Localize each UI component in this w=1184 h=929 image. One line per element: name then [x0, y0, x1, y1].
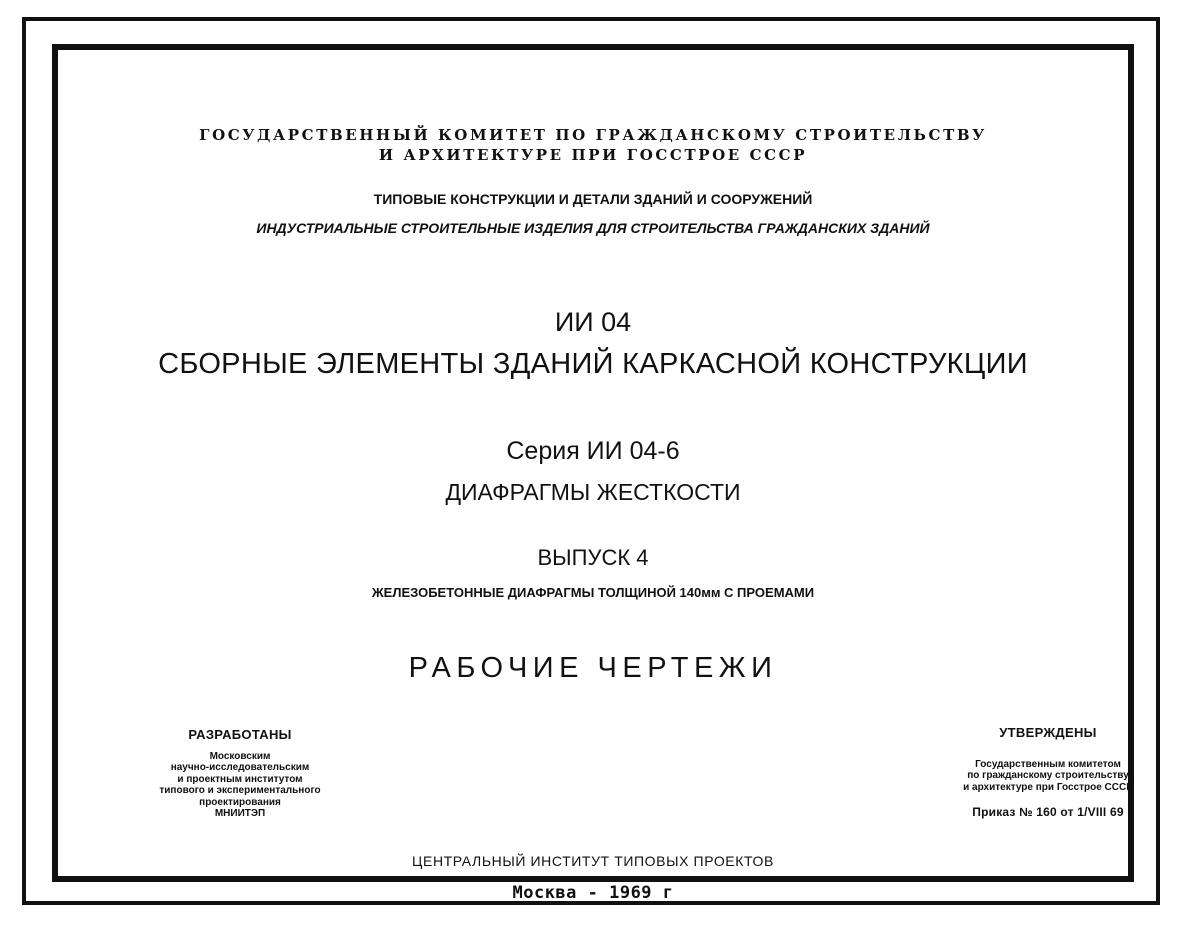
issue-description: ЖЕЛЕЗОБЕТОННЫЕ ДИАФРАГМЫ ТОЛЩИНОЙ 140мм С ПРОЕМАМИ [371, 585, 815, 600]
approved-heading: УТВЕРЖДЕНЫ [999, 725, 1097, 740]
developed-line: и проектным институтом [177, 773, 303, 785]
approved-line: и архитектуре при Госстрое СССР [963, 781, 1133, 793]
approved-line: Государственным комитетом [975, 758, 1121, 770]
developed-line: МНИИТЭП [214, 808, 266, 820]
approved-by-block [918, 726, 1178, 820]
main-title: СБОРНЫЕ ЭЛЕМЕНТЫ ЗДАНИЙ КАРКАСНОЙ КОНСТРУКЦИИ [158, 348, 1028, 380]
title-sheet [52, 44, 1134, 903]
approved-line: по гражданскому строительству [967, 770, 1129, 782]
developed-by-block [130, 728, 350, 820]
series-title: Серия ИИ 04-6 [506, 437, 680, 465]
developed-heading: РАЗРАБОТАНЫ [188, 727, 292, 742]
developed-line: научно-исследовательским [170, 762, 310, 774]
org-line-1: ГОСУДАРСТВЕННЫЙ КОМИТЕТ ПО ГРАЖДАНСКОМУ СТРОИТЕЛЬСТВУ [199, 126, 987, 144]
document-type: РАБОЧИЕ ЧЕРТЕЖИ [408, 652, 778, 684]
developed-line: проектирования [199, 796, 281, 808]
developed-line: Московским [209, 750, 271, 762]
developed-line: типового и экспериментального [159, 785, 321, 797]
typical-structures-line: ТИПОВЫЕ КОНСТРУКЦИИ И ДЕТАЛИ ЗДАНИЙ И СООРУЖЕНИЙ [373, 191, 813, 207]
industrial-products-line: ИНДУСТРИАЛЬНЫЕ СТРОИТЕЛЬНЫЕ ИЗДЕЛИЯ ДЛЯ СТРОИТЕЛЬСТВА ГРАЖДАНСКИХ ЗДАНИЙ [256, 220, 930, 236]
issue-number: ВЫПУСК 4 [537, 545, 649, 570]
document-code: ИИ 04 [554, 307, 632, 337]
city-year: Москва - 1969 г [512, 883, 674, 903]
subject-title: ДИАФРАГМЫ ЖЕСТКОСТИ [445, 479, 741, 505]
org-line-2: И АРХИТЕКТУРЕ ПРИ ГОССТРОЕ СССР [378, 146, 808, 164]
publisher-institute: ЦЕНТРАЛЬНЫЙ ИНСТИТУТ ТИПОВЫХ ПРОЕКТОВ [412, 853, 774, 869]
approval-order: Приказ № 160 от 1/VIII 69 [972, 805, 1124, 820]
